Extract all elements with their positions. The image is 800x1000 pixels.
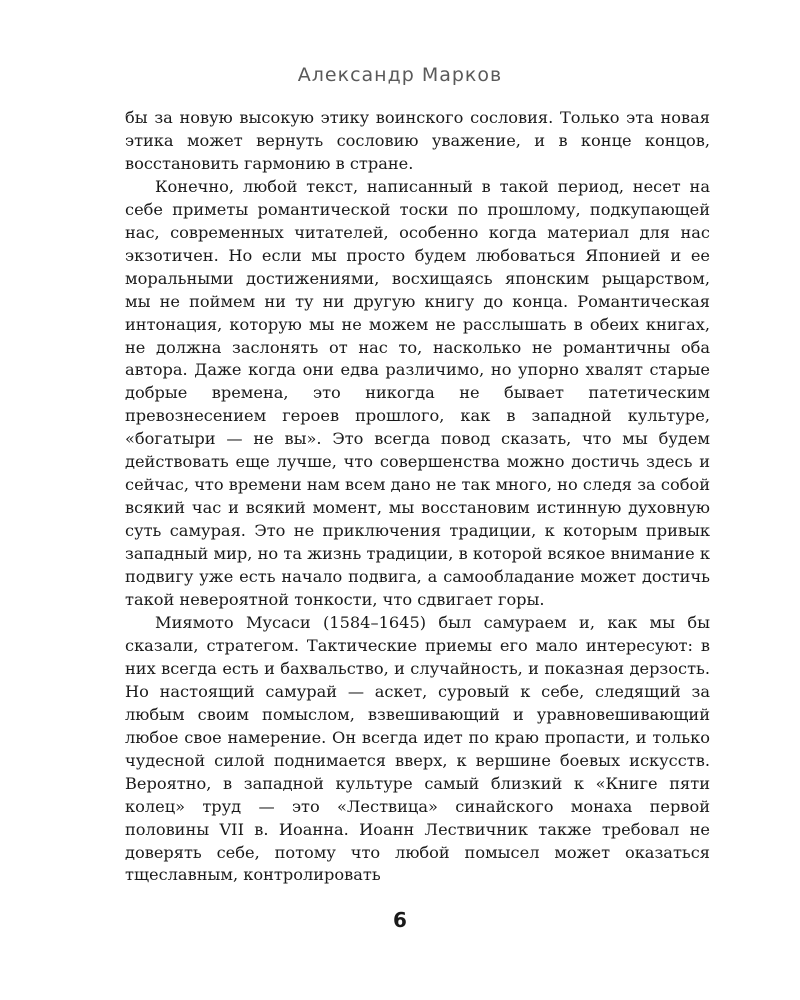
body-text	[125, 107, 710, 887]
paragraph-musashi: Миямото Мусаси (1584–1645) был самураем и, как мы бы сказали, стратегом. Тактические приемы его мало интересуют: в них всегда есть и бахвальство, и случайность, и показная дерзость. Но настоящий самурай — аскет, суровый к себе, следящий за любым своим помыслом, взвешивающий и уравновешивающий любое свое намерение. Он всегда идет по краю пропасти, и только чудесной силой поднимается вверх, к вершине боевых искусств. Вероятно, в западной культуре самый близкий к «Книге пяти колец» труд — это «Лествица» синайского монаха первой половины VII в. Иоанна. Иоанн Лествичник также требовал не доверять себе, потому что любой помысел может оказаться тщеславным, контролировать	[125, 612, 710, 885]
paragraph-continuation: бы за новую высокую этику воинского сословия. Только эта новая этика может вернуть сословию уважение, и в конце концов, восстановить гармонию в стране.	[125, 108, 710, 173]
paragraph-romantic-intonation: Конечно, любой текст, написанный в такой период, несет на себе приметы романтической тоски по прошлому, подкупающей нас, современных читателей, особенно когда материал для нас экзотичен. Но если мы просто будем любоваться Японией и ее моральными достижениями, восхищаясь японским рыцарством, мы не поймем ни ту ни другую книгу до конца. Романтическая интонация, которую мы не можем не расслышать в обеих книгах, не должна заслонять от нас то, насколько не романтичны оба автора. Даже когда они едва различимо, но упорно хвалят старые добрые времена, это никогда не бывает патетическим превознесением героев прошлого, как в западной культуре, «богатыри — не вы». Это всегда повод сказать, что мы будем действовать еще лучше, что совершенства можно достичь здесь и сейчас, что времени нам всем дано не так много, но следя за собой всякий час и всякий момент, мы восстановим истинную духовную суть самурая. Это не приключения традиции, к которым привык западный мир, но та жизнь традиции, в которой всякое внимание к подвигу уже есть начало подвига, а самообладание может достичь такой невероятной тонкости, что сдвигает горы.	[125, 176, 710, 610]
page-number: 6	[393, 908, 407, 932]
running-head-author: Александр Марков	[297, 64, 503, 86]
